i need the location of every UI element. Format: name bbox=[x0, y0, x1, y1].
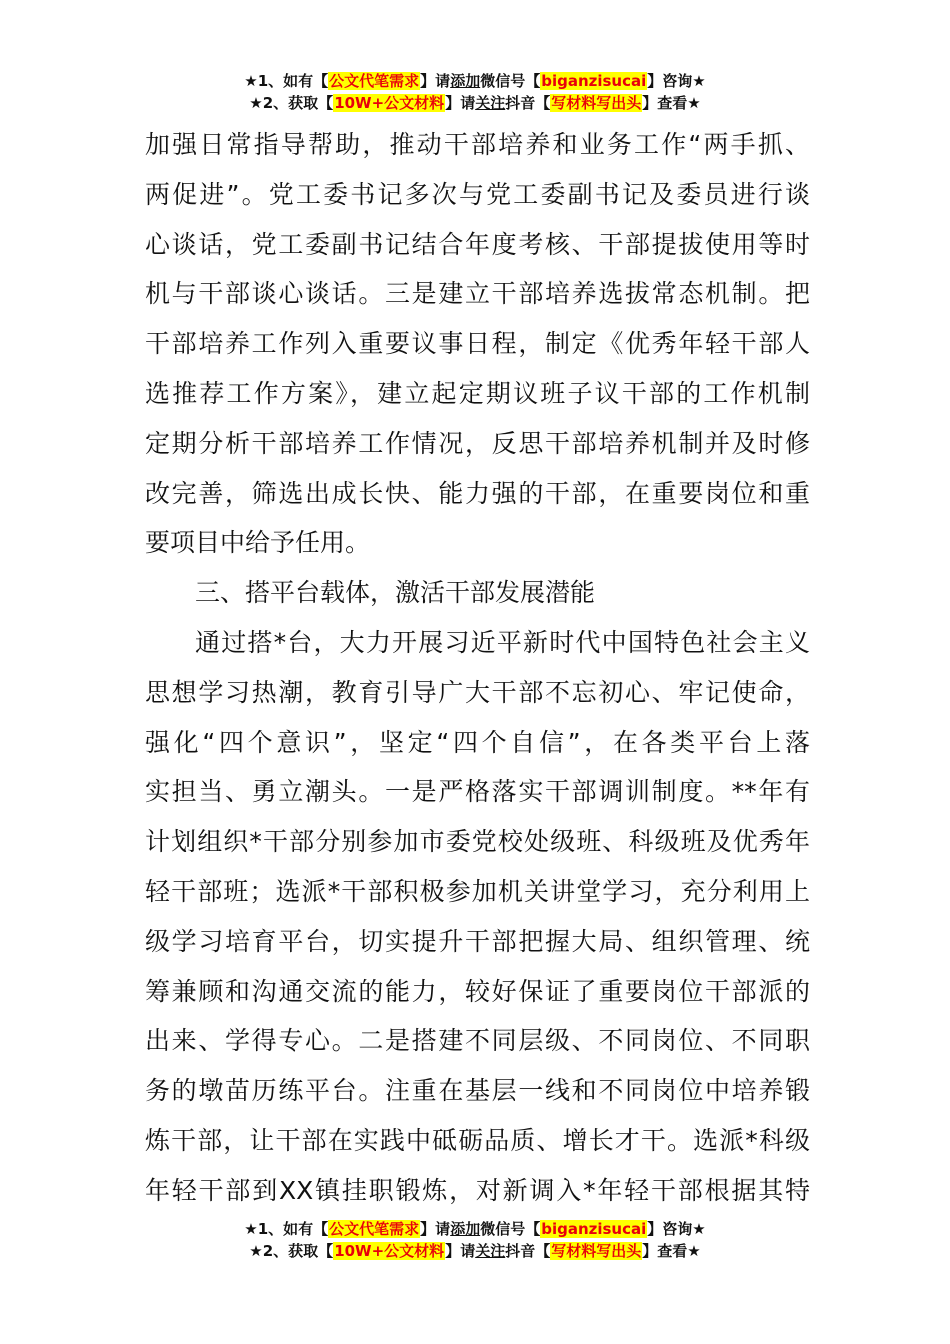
banner-text: 】查看★ bbox=[642, 94, 701, 112]
banner-text: ★2、获取【 bbox=[249, 94, 334, 112]
banner-text: 】咨询★ bbox=[647, 72, 706, 90]
banner-emphasis: 关注 bbox=[475, 94, 506, 112]
header-banner bbox=[0, 70, 950, 114]
banner-text: 】查看★ bbox=[642, 1242, 701, 1260]
body-line: 年轻干部到XX镇挂职锻炼，对新调入*年轻干部根据其特 bbox=[145, 1175, 810, 1205]
banner-text: 】请 bbox=[445, 1242, 476, 1260]
banner-line-2 bbox=[0, 1240, 950, 1262]
banner-text: 】咨询★ bbox=[647, 1220, 706, 1238]
body-line: 要项目中给予任用。 bbox=[145, 528, 371, 558]
body-line: 筹兼顾和沟通交流的能力，较好保证了重要岗位干部派的 bbox=[145, 976, 810, 1006]
section-heading: 三、搭平台载体，激活干部发展潜能 bbox=[195, 578, 596, 608]
body-line: 两促进”。党工委书记多次与党工委副书记及委员进行谈 bbox=[145, 179, 810, 209]
banner-highlight: biganzisucai bbox=[541, 72, 647, 90]
banner-highlight: 10W+公文材料 bbox=[334, 1242, 445, 1260]
body-line: 干部培养工作列入重要议事日程，制定《优秀年轻干部人 bbox=[145, 329, 810, 359]
banner-text: 微信号【 bbox=[480, 1220, 541, 1238]
body-line: 心谈话，党工委副书记结合年度考核、干部提拔使用等时 bbox=[145, 229, 810, 259]
body-line: 加强日常指导帮助，推动干部培养和业务工作“两手抓、 bbox=[145, 130, 810, 159]
banner-highlight: 写材料写出头 bbox=[551, 94, 642, 112]
banner-text: 】请 bbox=[420, 72, 451, 90]
banner-line-2 bbox=[0, 92, 950, 114]
body-line: 级学习培育平台，切实提升干部把握大局、组织管理、统 bbox=[145, 926, 810, 956]
banner-text: 抖音【 bbox=[505, 1242, 551, 1260]
body-line: 强化“四个意识”，坚定“四个自信”，在各类平台上落 bbox=[145, 727, 810, 757]
banner-text: 】请 bbox=[420, 1220, 451, 1238]
banner-line-1 bbox=[0, 1218, 950, 1240]
body-line: 实担当、勇立潮头。一是严格落实干部调训制度。**年有 bbox=[145, 777, 810, 807]
banner-emphasis: 关注 bbox=[475, 1242, 506, 1260]
banner-emphasis: 添加 bbox=[450, 72, 481, 90]
banner-highlight: 写材料写出头 bbox=[551, 1242, 642, 1260]
body-line: 定期分析干部培养工作情况，反思干部培养机制并及时修 bbox=[145, 428, 810, 458]
banner-highlight: 10W+公文材料 bbox=[334, 94, 445, 112]
body-line: 机与干部谈心谈话。三是建立干部培养选拔常态机制。把 bbox=[145, 279, 810, 309]
banner-text: 微信号【 bbox=[480, 72, 541, 90]
banner-text: 抖音【 bbox=[505, 94, 551, 112]
banner-text: ★2、获取【 bbox=[249, 1242, 334, 1260]
body-line: 通过搭*台，大力开展习近平新时代中国特色社会主义 bbox=[195, 627, 810, 657]
body-line: 炼干部，让干部在实践中砥砺品质、增长才干。选派*科级 bbox=[145, 1125, 810, 1155]
body-line: 计划组织*干部分别参加市委党校处级班、科级班及优秀年 bbox=[145, 827, 810, 857]
body-line: 务的墩苗历练平台。注重在基层一线和不同岗位中培养锻 bbox=[145, 1076, 810, 1106]
banner-highlight: 公文代笔需求 bbox=[329, 1220, 420, 1238]
banner-text: ★1、如有【 bbox=[244, 1220, 329, 1238]
banner-highlight: 公文代笔需求 bbox=[329, 72, 420, 90]
footer-banner bbox=[0, 1218, 950, 1262]
body-line: 改完善，筛选出成长快、能力强的干部，在重要岗位和重 bbox=[145, 478, 810, 508]
body-line: 出来、学得专心。二是搭建不同层级、不同岗位、不同职 bbox=[145, 1026, 810, 1056]
body-line: 轻干部班；选派*干部积极参加机关讲堂学习，充分利用上 bbox=[145, 876, 810, 906]
document-body bbox=[145, 120, 810, 1216]
banner-highlight: biganzisucai bbox=[541, 1220, 647, 1238]
body-line: 选推荐工作方案》，建立起定期议班子议干部的工作机制 bbox=[145, 378, 810, 408]
body-line: 思想学习热潮，教育引导广大干部不忘初心、牢记使命， bbox=[145, 677, 810, 707]
banner-text: 】请 bbox=[445, 94, 476, 112]
banner-emphasis: 添加 bbox=[450, 1220, 481, 1238]
banner-line-1 bbox=[0, 70, 950, 92]
banner-text: ★1、如有【 bbox=[244, 72, 329, 90]
